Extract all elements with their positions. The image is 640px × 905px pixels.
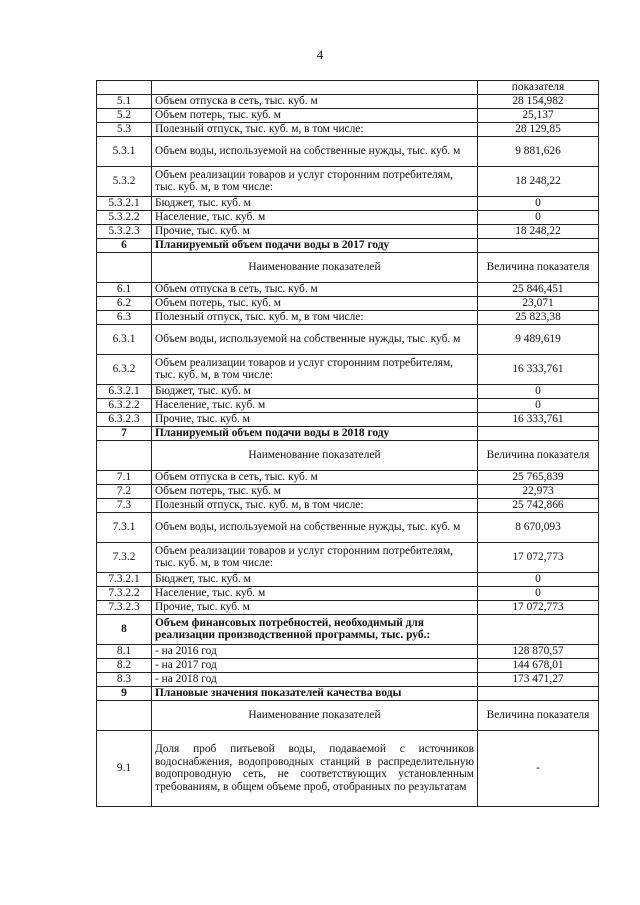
indicator-label: Наименование показателей (152, 440, 478, 470)
indicator-value: 0 (478, 196, 599, 210)
indicator-label: Бюджет, тыс. куб. м (152, 572, 478, 586)
table-row (97, 94, 599, 108)
table-row (97, 122, 599, 136)
row-number: 5.3.1 (97, 136, 152, 166)
row-number: 6.3.2.2 (97, 398, 152, 412)
row-number: 7.3 (97, 498, 152, 512)
indicator-value: 17 072,773 (478, 542, 599, 572)
table-row (97, 324, 599, 354)
row-number: 7.3.2.2 (97, 586, 152, 600)
row-number: 7 (97, 426, 152, 440)
indicator-label: Объем воды, используемой на собственные нужды, тыс. куб. м (152, 324, 478, 354)
page-number: 4 (316, 47, 324, 62)
indicator-value (478, 686, 599, 700)
section-title: Планируемый объем подачи воды в 2018 году (152, 426, 478, 440)
indicator-value: 23,071 (478, 296, 599, 310)
indicator-label: Бюджет, тыс. куб. м (152, 196, 478, 210)
indicator-value: 0 (478, 572, 599, 586)
indicator-value: 173 471,27 (478, 672, 599, 686)
table-row (97, 282, 599, 296)
indicator-value: 25 765,839 (478, 470, 599, 484)
row-number: 5.3.2.3 (97, 224, 152, 238)
row-number: 6.3 (97, 310, 152, 324)
indicator-value: показателя (478, 81, 599, 95)
indicator-value: 28 129,85 (478, 122, 599, 136)
table-row (97, 398, 599, 412)
table-row (97, 498, 599, 512)
row-number: 7.3.2.1 (97, 572, 152, 586)
indicator-label: Объем отпуска в сеть, тыс. куб. м (152, 94, 478, 108)
table-row (97, 512, 599, 542)
indicator-value: 25 823,38 (478, 310, 599, 324)
indicator-label: - на 2016 год (152, 644, 478, 658)
indicator-label: Полезный отпуск, тыс. куб. м, в том числе: (152, 498, 478, 512)
indicator-label: - на 2018 год (152, 672, 478, 686)
row-number (97, 81, 152, 95)
table-row (97, 644, 599, 658)
indicator-value: 144 678,01 (478, 658, 599, 672)
indicator-label: Объем потерь, тыс. куб. м (152, 296, 478, 310)
table-row (97, 196, 599, 210)
indicator-label: Население, тыс. куб. м (152, 210, 478, 224)
indicator-value: 0 (478, 586, 599, 600)
row-number: 5.2 (97, 108, 152, 122)
row-number: 5.1 (97, 94, 152, 108)
indicator-label: Объем воды, используемой на собственные нужды, тыс. куб. м (152, 512, 478, 542)
indicator-value: 8 670,093 (478, 512, 599, 542)
row-number: 9 (97, 686, 152, 700)
header-row (97, 252, 599, 282)
indicator-value: 22,973 (478, 484, 599, 498)
indicator-label: - на 2017 год (152, 658, 478, 672)
row-number: 6 (97, 238, 152, 252)
table-row (97, 412, 599, 426)
indicator-label: Полезный отпуск, тыс. куб. м, в том числе: (152, 310, 478, 324)
section-row (97, 238, 599, 252)
row-number: 5.3 (97, 122, 152, 136)
row-number: 5.3.2.2 (97, 210, 152, 224)
row-number (97, 440, 152, 470)
row-number: 6.3.2.3 (97, 412, 152, 426)
indicator-value: 16 333,761 (478, 354, 599, 384)
indicator-label: Бюджет, тыс. куб. м (152, 384, 478, 398)
indicator-label: Население, тыс. куб. м (152, 586, 478, 600)
indicator-value: 25 742,866 (478, 498, 599, 512)
indicator-value: 0 (478, 398, 599, 412)
indicator-value: 0 (478, 384, 599, 398)
indicator-value: 18 248,22 (478, 224, 599, 238)
indicator-label: Население, тыс. куб. м (152, 398, 478, 412)
indicator-label: Доля проб питьевой воды, подаваемой с источников водоснабжения, водопроводных станций в распределительную водопроводную сеть, не соответствующих установленным требованиям, в общем объеме проб, отобранных по результатам (152, 730, 478, 806)
header-row (97, 700, 599, 730)
indicator-label: Объем отпуска в сеть, тыс. куб. м (152, 470, 478, 484)
indicator-label: Прочие, тыс. куб. м (152, 224, 478, 238)
indicator-label: Прочие, тыс. куб. м (152, 600, 478, 614)
section-row (97, 614, 599, 644)
table-row (97, 600, 599, 614)
row-number: 8.2 (97, 658, 152, 672)
row-number: 9.1 (97, 730, 152, 806)
indicator-label: Объем реализации товаров и услуг сторонним потребителям, тыс. куб. м, в том числе: (152, 166, 478, 196)
row-number: 8 (97, 614, 152, 644)
table-row (97, 730, 599, 806)
section-title: Плановые значения показателей качества воды (152, 686, 478, 700)
table-row (97, 166, 599, 196)
table-row (97, 586, 599, 600)
row-number: 6.1 (97, 282, 152, 296)
indicator-value (478, 426, 599, 440)
table-row (97, 672, 599, 686)
indicator-label: Наименование показателей (152, 252, 478, 282)
indicator-value: 25 846,451 (478, 282, 599, 296)
table-row (97, 484, 599, 498)
indicator-value: 18 248,22 (478, 166, 599, 196)
row-number: 5.3.2.1 (97, 196, 152, 210)
indicator-label: Объем воды, используемой на собственные нужды, тыс. куб. м (152, 136, 478, 166)
indicator-label: Объем реализации товаров и услуг сторонним потребителям, тыс. куб. м, в том числе: (152, 542, 478, 572)
indicator-value: Величина показателя (478, 440, 599, 470)
indicator-value: 9 881,626 (478, 136, 599, 166)
indicator-value: - (478, 730, 599, 806)
indicator-value: 28 154,982 (478, 94, 599, 108)
table-row (97, 224, 599, 238)
indicator-label: Объем отпуска в сеть, тыс. куб. м (152, 282, 478, 296)
table-row (97, 136, 599, 166)
table-row (97, 310, 599, 324)
row-number: 7.3.2.3 (97, 600, 152, 614)
section-row (97, 426, 599, 440)
row-number: 7.3.1 (97, 512, 152, 542)
indicator-label: Объем потерь, тыс. куб. м (152, 108, 478, 122)
section-title: Объем финансовых потребностей, необходимый для реализации производственной программы, тыс. руб.: (152, 614, 478, 644)
indicator-value: 16 333,761 (478, 412, 599, 426)
row-number: 8.3 (97, 672, 152, 686)
indicator-value: 25,137 (478, 108, 599, 122)
table-row (97, 470, 599, 484)
indicator-label: Объем потерь, тыс. куб. м (152, 484, 478, 498)
row-number: 6.3.1 (97, 324, 152, 354)
table-row (97, 384, 599, 398)
indicator-value: Величина показателя (478, 700, 599, 730)
table-row (97, 542, 599, 572)
indicator-label: Объем реализации товаров и услуг сторонним потребителям, тыс. куб. м, в том числе: (152, 354, 478, 384)
section-row (97, 686, 599, 700)
row-number: 6.3.2 (97, 354, 152, 384)
row-number: 7.3.2 (97, 542, 152, 572)
indicator-value: 0 (478, 210, 599, 224)
table-row (97, 296, 599, 310)
row-number: 6.2 (97, 296, 152, 310)
table-row (97, 108, 599, 122)
indicators-table (96, 80, 599, 807)
row-number: 8.1 (97, 644, 152, 658)
indicator-value: 9 489,619 (478, 324, 599, 354)
row-number: 7.2 (97, 484, 152, 498)
row-number: 7.1 (97, 470, 152, 484)
table-row (97, 572, 599, 586)
header-row (97, 440, 599, 470)
indicator-value (478, 614, 599, 644)
table-row (97, 81, 599, 95)
row-number (97, 700, 152, 730)
table-row (97, 210, 599, 224)
indicator-label (152, 81, 478, 95)
table-row (97, 354, 599, 384)
indicator-value: 128 870,57 (478, 644, 599, 658)
section-title: Планируемый объем подачи воды в 2017 году (152, 238, 478, 252)
row-number: 5.3.2 (97, 166, 152, 196)
indicator-value: 17 072,773 (478, 600, 599, 614)
indicator-label: Полезный отпуск, тыс. куб. м, в том числе: (152, 122, 478, 136)
indicator-label: Прочие, тыс. куб. м (152, 412, 478, 426)
table-row (97, 658, 599, 672)
indicator-value (478, 238, 599, 252)
indicator-label: Наименование показателей (152, 700, 478, 730)
row-number (97, 252, 152, 282)
indicator-value: Величина показателя (478, 252, 599, 282)
row-number: 6.3.2.1 (97, 384, 152, 398)
